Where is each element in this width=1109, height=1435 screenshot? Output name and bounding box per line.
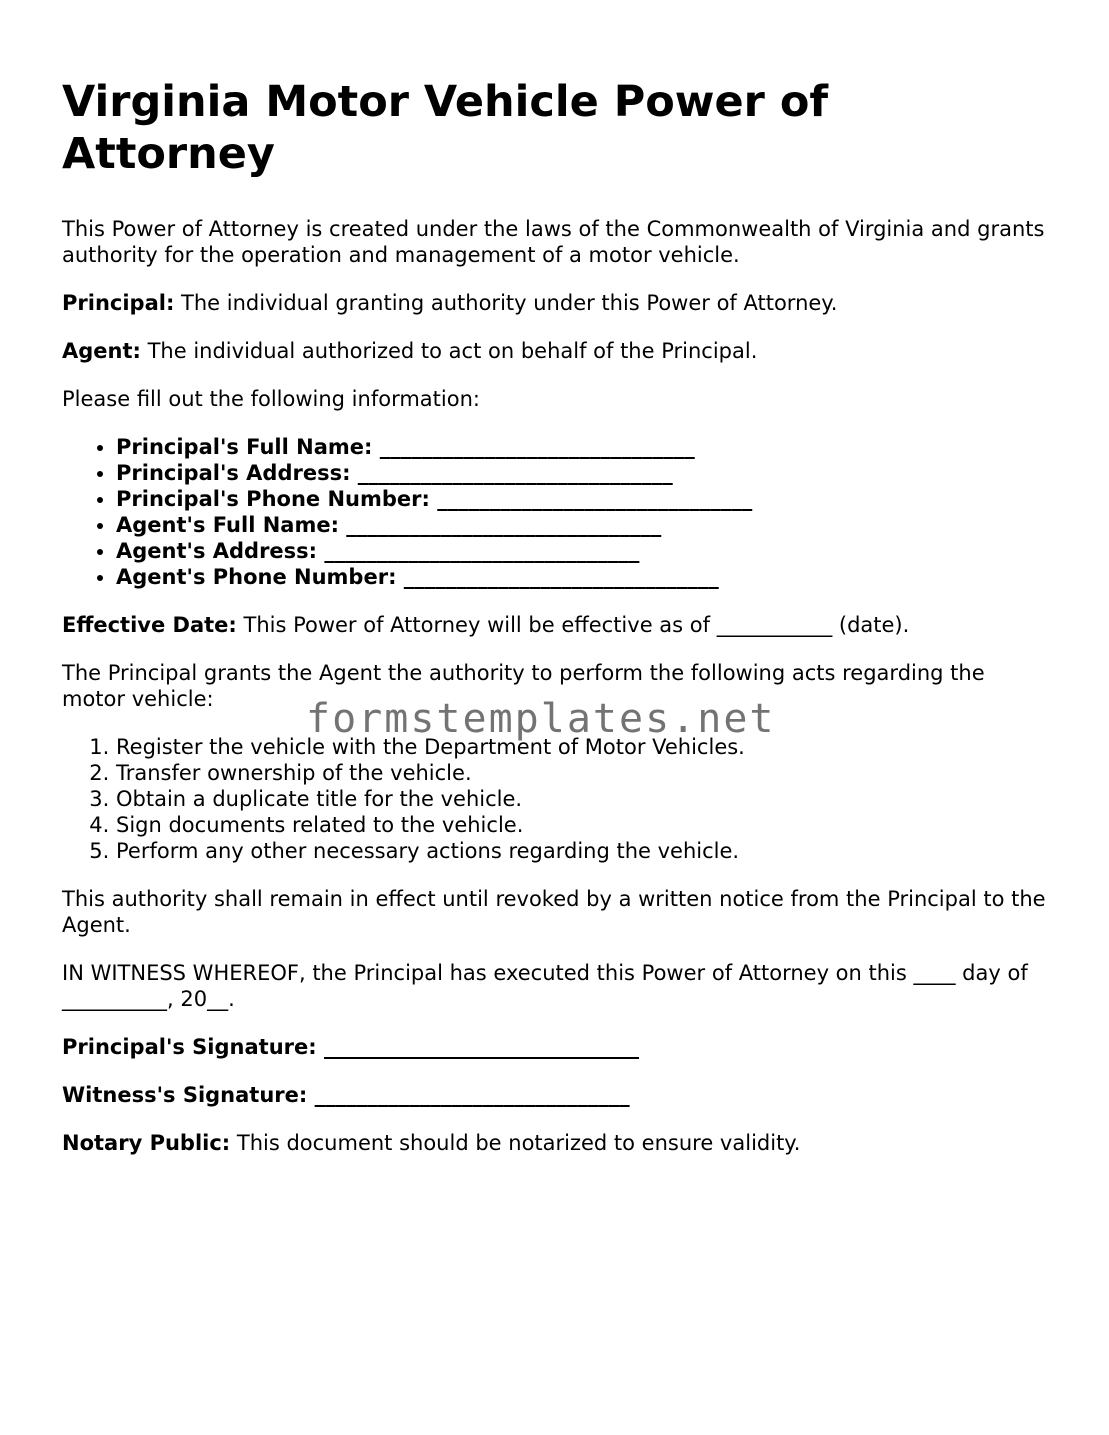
grants-intro: The Principal grants the Agent the authority to perform the following acts regarding the motor vehicle:	[62, 661, 985, 711]
notary-note	[62, 1130, 1047, 1156]
duration-paragraph: This authority shall remain in effect until revoked by a written notice from the Principal to the Agent.	[62, 887, 1046, 937]
document-page	[62, 76, 1047, 1178]
info-fields-list	[62, 434, 1047, 590]
field-agent-phone[interactable]: • Agent's Phone Number: ______________________________	[116, 564, 1047, 590]
effective-date	[62, 612, 1047, 638]
document-title: Virginia Motor Vehicle Power of Attorney	[62, 77, 829, 179]
act-item: 2. Transfer ownership of the vehicle.	[116, 760, 1047, 786]
act-item: 5. Perform any other necessary actions regarding the vehicle.	[116, 838, 1047, 864]
fill-prompt: Please fill out the following information:	[62, 387, 480, 411]
act-item: 1. Register the vehicle with the Department of Motor Vehicles.	[116, 734, 1047, 760]
agent-definition	[62, 338, 1047, 364]
notary-label: Notary Public:	[62, 1131, 231, 1155]
principal-signature-line[interactable]: Principal's Signature: ______________________________	[62, 1035, 639, 1059]
agent-label: Agent:	[62, 339, 141, 363]
effective-date-text[interactable]: This Power of Attorney will be effective as of ___________ (date).	[236, 613, 910, 637]
field-agent-address[interactable]: • Agent's Address: ______________________________	[116, 538, 1047, 564]
field-agent-full-name[interactable]: • Agent's Full Name: ______________________________	[116, 512, 1047, 538]
intro-paragraph: This Power of Attorney is created under the laws of the Commonwealth of Virginia and grants authority for the operation and management of a motor vehicle.	[62, 217, 1045, 267]
field-principal-phone[interactable]: • Principal's Phone Number: ______________________________	[116, 486, 1047, 512]
witness-signature-line[interactable]: Witness's Signature: ______________________________	[62, 1083, 630, 1107]
watermark: formstemplates.net	[306, 696, 776, 742]
agent-definition-text: The individual authorized to act on behalf of the Principal.	[140, 339, 758, 363]
field-principal-full-name[interactable]: • Principal's Full Name: ______________________________	[116, 434, 1047, 460]
field-principal-address[interactable]: • Principal's Address: ______________________________	[116, 460, 1047, 486]
act-item: 3. Obtain a duplicate title for the vehicle.	[116, 786, 1047, 812]
authorized-acts-list	[62, 734, 1047, 864]
principal-definition-text: The individual granting authority under this Power of Attorney.	[174, 291, 838, 315]
effective-date-label: Effective Date:	[62, 613, 237, 637]
notary-text: This document should be notarized to ensure validity.	[230, 1131, 801, 1155]
witness-clause[interactable]: IN WITNESS WHEREOF, the Principal has executed this Power of Attorney on this ____ day of __________, 20__.	[62, 961, 1028, 1011]
principal-label: Principal:	[62, 291, 175, 315]
act-item: 4. Sign documents related to the vehicle.	[116, 812, 1047, 838]
principal-definition	[62, 290, 1047, 316]
